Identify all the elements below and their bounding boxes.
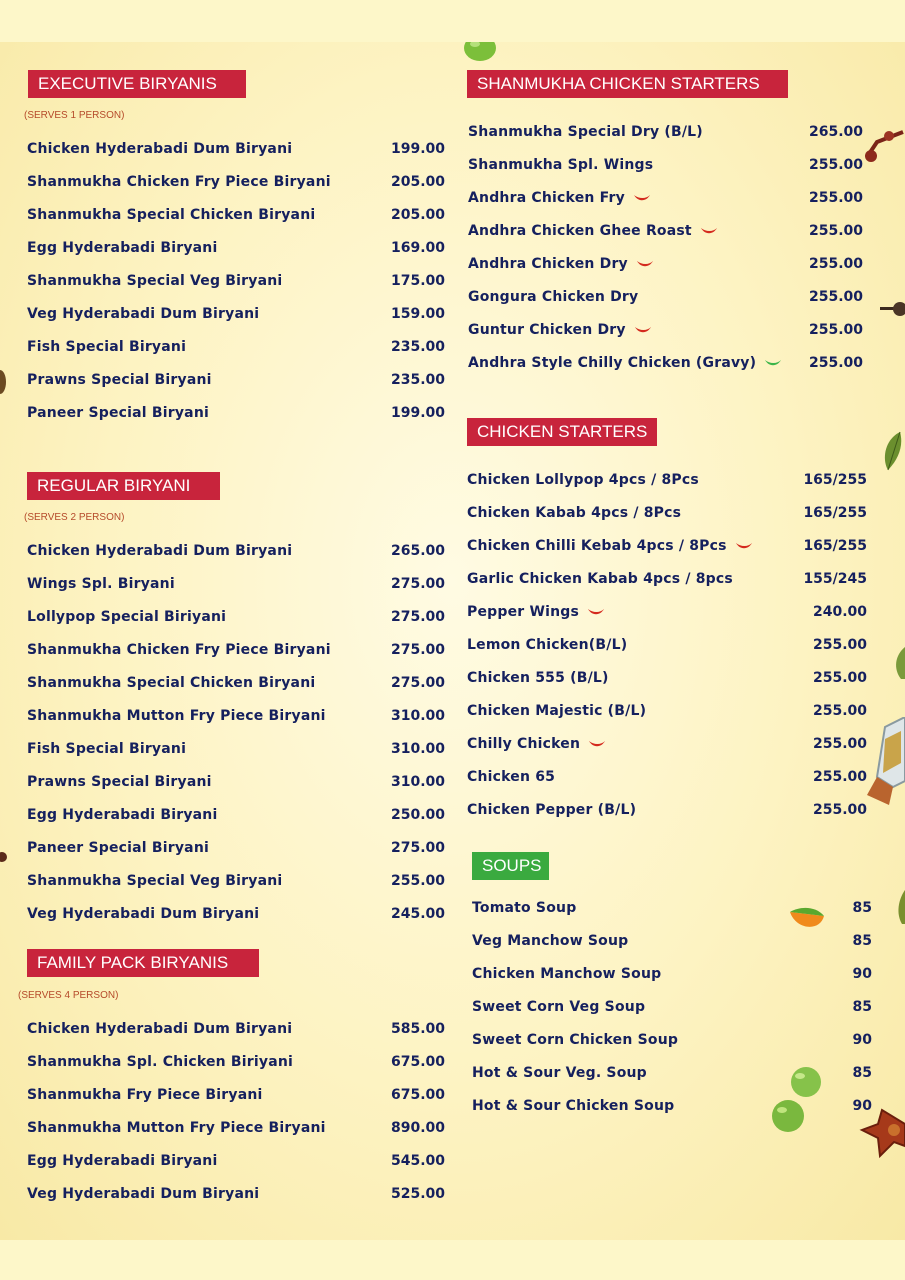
item-name-text: Gongura Chicken Dry — [468, 289, 639, 305]
item-price: 255.00 — [812, 736, 867, 752]
item-price: 255.00 — [808, 256, 863, 272]
item-name — [27, 339, 186, 355]
item-name-text: Fish Special Biryani — [27, 741, 187, 757]
section-title: REGULAR BIRYANI — [37, 476, 191, 495]
serves-note: (SERVES 2 PERSON) — [24, 512, 125, 523]
item-name-text: Shanmukha Chicken Fry Piece Biryani — [27, 642, 331, 658]
item-name-text: Shanmukha Chicken Fry Piece Biryani — [27, 174, 331, 190]
menu-item-row — [467, 769, 867, 802]
menu-item-row — [468, 322, 863, 355]
item-price: 275.00 — [390, 576, 445, 592]
item-name-text: Veg Hyderabadi Dum Biryani — [27, 1186, 260, 1202]
menu-item-row — [468, 256, 863, 289]
item-price: 90 — [852, 1032, 872, 1048]
item-name — [467, 637, 627, 653]
menu-item-row — [467, 538, 867, 571]
item-price: 275.00 — [390, 675, 445, 691]
item-name — [467, 670, 609, 686]
menu-item-row — [27, 807, 445, 840]
item-name-text: Chicken Chilli Kebab 4pcs / 8Pcs — [467, 538, 727, 554]
regular-biryani-list — [27, 543, 445, 939]
item-name — [27, 372, 212, 388]
item-price: 675.00 — [390, 1054, 445, 1070]
item-name-text: Hot & Sour Veg. Soup — [472, 1065, 647, 1081]
menu-board — [0, 42, 905, 1240]
item-price: 250.00 — [390, 807, 445, 823]
item-name-text: Sweet Corn Veg Soup — [472, 999, 646, 1015]
item-price: 199.00 — [390, 141, 445, 157]
item-name-text: Andhra Chicken Ghee Roast — [468, 223, 692, 239]
item-name-text: Guntur Chicken Dry — [468, 322, 626, 338]
item-name-text: Egg Hyderabadi Biryani — [27, 240, 218, 256]
item-price: 275.00 — [390, 642, 445, 658]
menu-item-row — [467, 802, 867, 835]
item-name-text: Garlic Chicken Kabab 4pcs / 8pcs — [467, 571, 733, 587]
item-name — [468, 190, 651, 206]
item-name — [27, 873, 282, 889]
chicken-starters-header — [467, 418, 657, 446]
item-name — [27, 576, 175, 592]
green-pea-icon — [462, 42, 498, 64]
section-title: EXECUTIVE BIRYANIS — [38, 74, 217, 93]
menu-item-row — [27, 1021, 445, 1054]
item-price: 255.00 — [808, 157, 863, 173]
item-name — [27, 240, 217, 256]
shanmukha-starters-header — [467, 70, 788, 98]
item-name-text: Wings Spl. Biryani — [27, 576, 175, 592]
menu-item-row — [472, 1065, 872, 1098]
menu-item-row — [472, 1098, 872, 1131]
menu-item-row — [27, 1087, 445, 1120]
item-price: 255.00 — [808, 223, 863, 239]
item-name — [467, 703, 646, 719]
menu-item-row — [27, 543, 445, 576]
item-name-text: Veg Manchow Soup — [472, 933, 629, 949]
item-name-text: Shanmukha Special Chicken Biryani — [27, 207, 316, 223]
item-price: 155/245 — [803, 571, 867, 587]
item-name — [467, 802, 636, 818]
item-name-text: Shanmukha Special Veg Biryani — [27, 873, 283, 889]
menu-item-row — [27, 1054, 445, 1087]
item-price: 265.00 — [390, 543, 445, 559]
menu-item-row — [472, 900, 872, 933]
serves-note: (SERVES 4 PERSON) — [18, 990, 119, 1001]
menu-item-row — [27, 174, 445, 207]
family-pack-header — [27, 949, 259, 977]
item-name-text: Shanmukha Special Dry (B/L) — [468, 124, 703, 140]
section-title: FAMILY PACK BIRYANIS — [37, 953, 229, 972]
item-name-text: Paneer Special Biryani — [27, 405, 209, 421]
item-name-text: Chicken 65 — [467, 769, 556, 785]
item-name — [468, 157, 653, 173]
item-price: 525.00 — [390, 1186, 445, 1202]
chili-icon — [588, 739, 606, 749]
item-name — [467, 538, 753, 554]
section-title: CHICKEN STARTERS — [477, 422, 648, 441]
item-name-text: Fish Special Biryani — [27, 339, 187, 355]
item-name — [472, 1098, 674, 1114]
item-price: 205.00 — [390, 207, 445, 223]
menu-item-row — [27, 642, 445, 675]
item-price: 310.00 — [390, 741, 445, 757]
item-name-text: Sweet Corn Chicken Soup — [472, 1032, 679, 1048]
item-name-text: Chicken Lollypop 4pcs / 8Pcs — [467, 472, 699, 488]
item-name — [472, 966, 661, 982]
family-pack-list — [27, 1021, 445, 1219]
menu-item-row — [27, 141, 445, 174]
item-price: 275.00 — [390, 840, 445, 856]
menu-item-row — [467, 505, 867, 538]
menu-item-row — [27, 1120, 445, 1153]
item-price: 675.00 — [390, 1087, 445, 1103]
item-price: 585.00 — [390, 1021, 445, 1037]
section-title: SOUPS — [482, 856, 542, 875]
menu-item-row — [467, 637, 867, 670]
clove-icon — [0, 850, 10, 864]
item-price: 890.00 — [390, 1120, 445, 1136]
item-name-text: Egg Hyderabadi Biryani — [27, 807, 218, 823]
menu-item-row — [27, 576, 445, 609]
bay-leaf-icon — [893, 647, 905, 681]
chili-icon — [634, 325, 652, 335]
item-name — [468, 355, 782, 371]
item-name — [467, 571, 733, 587]
menu-item-row — [472, 1032, 872, 1065]
menu-item-row — [472, 933, 872, 966]
item-price: 169.00 — [390, 240, 445, 256]
item-price: 165/255 — [803, 538, 867, 554]
menu-item-row — [27, 741, 445, 774]
item-name — [27, 807, 217, 823]
item-name-text: Prawns Special Biryani — [27, 372, 212, 388]
item-name — [27, 774, 212, 790]
item-name — [27, 174, 331, 190]
item-name-text: Chicken Hyderabadi Dum Biryani — [27, 1021, 293, 1037]
item-name-text: Shanmukha Special Veg Biryani — [27, 273, 283, 289]
item-name — [472, 1065, 647, 1081]
item-name-text: Chicken Hyderabadi Dum Biryani — [27, 543, 293, 559]
menu-item-row — [27, 273, 445, 306]
menu-item-row — [27, 207, 445, 240]
item-name — [27, 543, 292, 559]
item-price: 255.00 — [812, 637, 867, 653]
item-name — [468, 124, 703, 140]
menu-item-row — [467, 604, 867, 637]
item-name-text: Lollypop Special Biriyani — [27, 609, 227, 625]
menu-item-row — [27, 708, 445, 741]
item-price: 310.00 — [390, 708, 445, 724]
item-name-text: Egg Hyderabadi Biryani — [27, 1153, 218, 1169]
item-name-text: Shanmukha Special Chicken Biryani — [27, 675, 316, 691]
item-price: 255.00 — [808, 322, 863, 338]
item-name — [467, 472, 699, 488]
item-name — [27, 273, 282, 289]
item-price: 90 — [852, 966, 872, 982]
menu-item-row — [27, 339, 445, 372]
menu-item-row — [467, 472, 867, 505]
item-name — [27, 1021, 292, 1037]
menu-item-row — [472, 999, 872, 1032]
item-price: 235.00 — [390, 339, 445, 355]
item-name-text: Shanmukha Spl. Chicken Biriyani — [27, 1054, 294, 1070]
soups-header — [472, 852, 549, 880]
item-price: 85 — [852, 900, 872, 916]
item-price: 240.00 — [812, 604, 867, 620]
menu-item-row — [27, 873, 445, 906]
menu-item-row — [27, 675, 445, 708]
item-price: 255.00 — [808, 289, 863, 305]
item-name-text: Andhra Style Chilly Chicken (Gravy) — [468, 355, 757, 371]
item-name-text: Pepper Wings — [467, 604, 580, 620]
item-name-text: Lemon Chicken(B/L) — [467, 637, 628, 653]
item-name — [468, 256, 654, 272]
item-name — [27, 1087, 263, 1103]
item-name — [472, 999, 645, 1015]
item-price: 255.00 — [812, 769, 867, 785]
menu-item-row — [27, 372, 445, 405]
menu-item-row — [468, 124, 863, 157]
bay-leaf-icon — [896, 890, 905, 926]
item-price: 255.00 — [812, 670, 867, 686]
menu-item-row — [467, 736, 867, 769]
item-price: 255.00 — [808, 355, 863, 371]
item-price: 235.00 — [390, 372, 445, 388]
chili-icon — [636, 259, 654, 269]
item-name-text: Shanmukha Mutton Fry Piece Biryani — [27, 1120, 326, 1136]
item-price: 85 — [852, 999, 872, 1015]
item-name-text: Shanmukha Fry Piece Biryani — [27, 1087, 263, 1103]
menu-item-row — [27, 774, 445, 807]
item-price: 310.00 — [390, 774, 445, 790]
menu-item-row — [467, 703, 867, 736]
item-name-text: Chicken Hyderabadi Dum Biryani — [27, 141, 293, 157]
item-name — [472, 933, 628, 949]
menu-item-row — [467, 670, 867, 703]
item-name — [27, 708, 326, 724]
item-name-text: Paneer Special Biryani — [27, 840, 209, 856]
item-name — [468, 223, 718, 239]
clove-icon — [863, 124, 905, 168]
item-name-text: Andhra Chicken Fry — [468, 190, 625, 206]
item-price: 175.00 — [390, 273, 445, 289]
item-name — [472, 900, 576, 916]
menu-item-row — [468, 223, 863, 256]
item-name-text: Chicken Kabab 4pcs / 8Pcs — [467, 505, 682, 521]
item-price: 165/255 — [803, 505, 867, 521]
item-price: 275.00 — [390, 609, 445, 625]
item-price: 255.00 — [390, 873, 445, 889]
item-name — [467, 505, 681, 521]
item-name — [27, 609, 226, 625]
item-price: 85 — [852, 933, 872, 949]
item-name-text: Chicken 555 (B/L) — [467, 670, 609, 686]
item-price: 545.00 — [390, 1153, 445, 1169]
item-name — [467, 736, 606, 752]
menu-item-row — [472, 966, 872, 999]
item-name — [27, 675, 315, 691]
menu-item-row — [468, 289, 863, 322]
chili-icon — [633, 193, 651, 203]
item-name-text: Chicken Majestic (B/L) — [467, 703, 647, 719]
chicken-starters-list — [467, 472, 867, 835]
menu-item-row — [27, 240, 445, 273]
item-name — [27, 405, 209, 421]
item-name — [27, 306, 259, 322]
menu-item-row — [27, 1153, 445, 1186]
item-name — [27, 906, 259, 922]
menu-item-row — [27, 609, 445, 642]
item-name — [468, 289, 638, 305]
bay-leaf-icon — [880, 430, 905, 472]
item-name-text: Tomato Soup — [472, 900, 577, 916]
item-name-text: Veg Hyderabadi Dum Biryani — [27, 906, 260, 922]
item-name-text: Andhra Chicken Dry — [468, 256, 628, 272]
item-name-text: Shanmukha Mutton Fry Piece Biryani — [27, 708, 326, 724]
item-price: 199.00 — [390, 405, 445, 421]
item-name — [467, 604, 605, 620]
menu-item-row — [27, 840, 445, 873]
item-name — [27, 1153, 217, 1169]
item-name-text: Chicken Manchow Soup — [472, 966, 662, 982]
item-price: 265.00 — [808, 124, 863, 140]
regular-biryani-header — [27, 472, 220, 500]
chili-icon — [700, 226, 718, 236]
item-name — [27, 642, 331, 658]
item-name — [27, 840, 209, 856]
item-name-text: Chilly Chicken — [467, 736, 581, 752]
item-price: 245.00 — [390, 906, 445, 922]
item-price: 205.00 — [390, 174, 445, 190]
item-name — [27, 207, 315, 223]
item-price: 85 — [852, 1065, 872, 1081]
item-price: 255.00 — [812, 703, 867, 719]
item-price: 165/255 — [803, 472, 867, 488]
item-name — [27, 1186, 259, 1202]
item-price: 90 — [852, 1098, 872, 1114]
item-name-text: Chicken Pepper (B/L) — [467, 802, 637, 818]
menu-item-row — [27, 405, 445, 438]
executive-biryanis-header — [28, 70, 246, 98]
menu-item-row — [468, 190, 863, 223]
item-name — [27, 1054, 293, 1070]
menu-item-row — [468, 355, 863, 388]
section-title: SHANMUKHA CHICKEN STARTERS — [477, 74, 760, 93]
menu-item-row — [467, 571, 867, 604]
item-name — [472, 1032, 678, 1048]
menu-item-row — [27, 306, 445, 339]
item-name-text: Veg Hyderabadi Dum Biryani — [27, 306, 260, 322]
soups-list — [472, 900, 872, 1131]
menu-item-row — [27, 1186, 445, 1219]
item-name-text: Prawns Special Biryani — [27, 774, 212, 790]
item-name — [27, 741, 186, 757]
chili-icon — [735, 541, 753, 551]
item-price: 159.00 — [390, 306, 445, 322]
item-name-text: Hot & Sour Chicken Soup — [472, 1098, 675, 1114]
item-price: 255.00 — [808, 190, 863, 206]
item-name — [468, 322, 652, 338]
item-name — [467, 769, 555, 785]
clove-icon — [0, 367, 8, 397]
menu-item-row — [27, 906, 445, 939]
menu-item-row — [468, 157, 863, 190]
serves-note: (SERVES 1 PERSON) — [24, 110, 125, 121]
item-name — [27, 141, 292, 157]
shanmukha-starters-list — [468, 124, 863, 388]
executive-biryani-list — [27, 141, 445, 438]
item-name-text: Shanmukha Spl. Wings — [468, 157, 654, 173]
item-name — [27, 1120, 326, 1136]
clove-icon — [880, 297, 905, 321]
chili-icon — [587, 607, 605, 617]
item-price: 255.00 — [812, 802, 867, 818]
chili-icon — [764, 358, 782, 368]
